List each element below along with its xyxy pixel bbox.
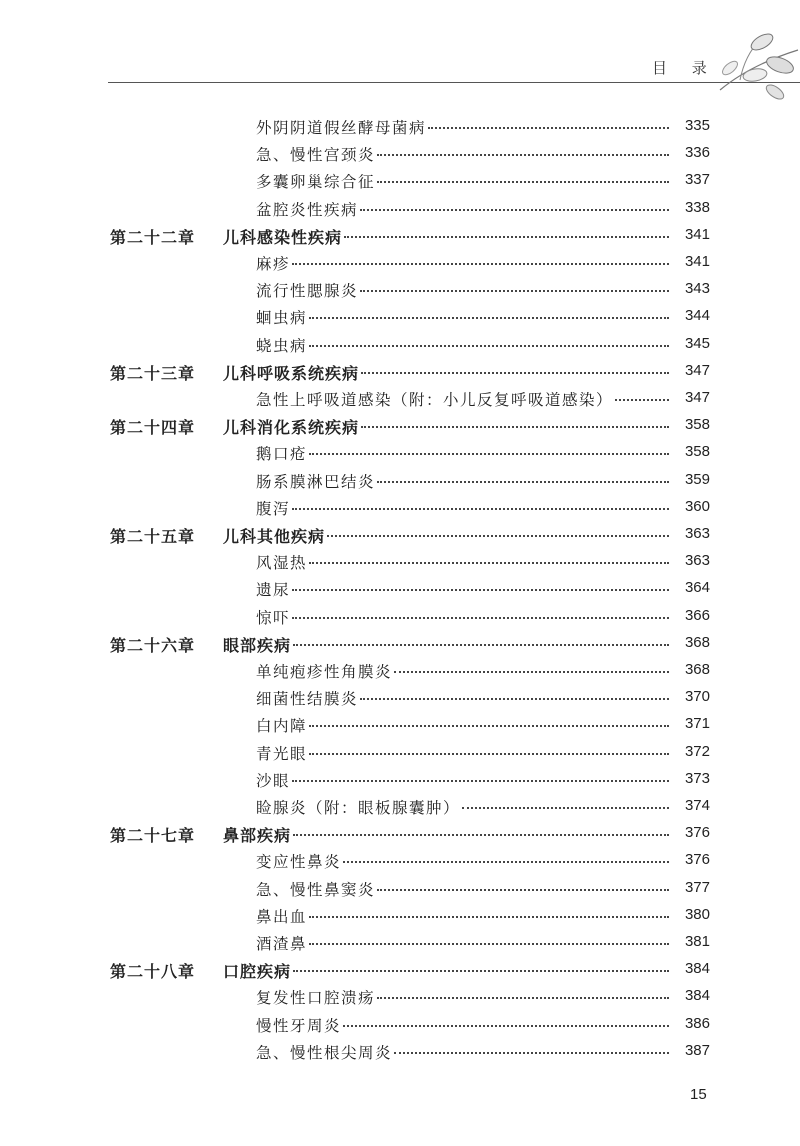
- toc-section-row[interactable]: [0, 198, 800, 225]
- toc-entry-title: 急性上呼吸道感染（附：小儿反复呼吸道感染）: [256, 391, 614, 409]
- toc-section-row[interactable]: [0, 905, 800, 932]
- chapter-number: 第二十二章: [110, 227, 196, 247]
- toc-section-row[interactable]: [0, 769, 800, 796]
- toc-page-number: 359: [684, 470, 710, 488]
- toc-entry-title: 青光眼: [256, 744, 308, 763]
- dot-leader: [292, 263, 669, 265]
- toc-entry-title: 鼻部疾病: [223, 826, 292, 846]
- toc-section-row[interactable]: [0, 606, 800, 633]
- toc-page-number: 366: [684, 606, 710, 624]
- toc-page-number: 360: [684, 497, 710, 515]
- toc-section-row[interactable]: [0, 116, 800, 143]
- toc-page-number: 377: [684, 878, 710, 896]
- toc-page-number: 336: [684, 144, 710, 162]
- dot-leader: [309, 943, 669, 945]
- toc-entry-title: 急、慢性宫颈炎: [256, 146, 376, 165]
- toc-entry-title: 沙眼: [256, 771, 291, 790]
- dot-leader: [462, 807, 669, 809]
- toc-entry-title: 鼻出血: [256, 907, 308, 926]
- dot-leader: [343, 861, 669, 863]
- toc-entry-title: 急、慢性根尖周炎: [256, 1043, 393, 1062]
- toc-page-number: 381: [684, 933, 710, 950]
- toc-entry-title: 细菌性结膜炎: [256, 690, 359, 709]
- toc-entry-title: 腹泻: [256, 499, 291, 518]
- dot-leader: [309, 753, 669, 755]
- toc-section-row[interactable]: [0, 388, 800, 415]
- dot-leader: [343, 1025, 669, 1027]
- toc-entry-title: 惊吓: [256, 608, 291, 627]
- toc-entry-title: 单纯疱疹性角膜炎: [256, 663, 393, 681]
- dot-leader: [309, 317, 669, 319]
- toc-section-row[interactable]: [0, 687, 800, 714]
- toc-section-row[interactable]: [0, 660, 800, 687]
- toc-page-number: 337: [684, 171, 710, 189]
- dot-leader: [361, 426, 669, 428]
- toc-entry-title: 睑腺炎（附：眼板腺囊肿）: [256, 799, 461, 817]
- dot-leader: [344, 236, 669, 238]
- toc-page-number: 374: [684, 797, 710, 814]
- toc-page-number: 363: [684, 552, 710, 570]
- toc-entry-title: 盆腔炎性疾病: [256, 200, 359, 219]
- toc-entry-title: 慢性牙周炎: [256, 1016, 342, 1035]
- toc-section-row[interactable]: [0, 497, 800, 524]
- toc-page-number: 368: [684, 661, 710, 678]
- toc-section-row[interactable]: [0, 143, 800, 170]
- page-number: 15: [690, 1086, 707, 1103]
- toc-chapter-row[interactable]: [0, 823, 800, 850]
- toc-section-row[interactable]: [0, 551, 800, 578]
- toc-page-number: 384: [684, 987, 710, 1005]
- toc-entry-title: 变应性鼻炎: [256, 853, 342, 872]
- toc-entry-title: 风湿热: [256, 554, 308, 573]
- toc-section-row[interactable]: [0, 279, 800, 306]
- toc-entry-title: 蛔虫病: [256, 309, 308, 328]
- toc-section-row[interactable]: [0, 470, 800, 497]
- toc-section-row[interactable]: [0, 306, 800, 333]
- dot-leader: [360, 698, 669, 700]
- header-rule: [108, 82, 800, 83]
- dot-leader: [309, 725, 669, 727]
- chapter-number: 第二十四章: [110, 418, 196, 438]
- toc-entry-title: 白内障: [256, 717, 308, 736]
- dot-leader: [327, 535, 669, 537]
- toc-entry-title: 儿科其他疾病: [223, 527, 326, 546]
- toc-page-number: 373: [684, 769, 710, 787]
- toc-section-row[interactable]: [0, 850, 800, 877]
- chapter-number: 第二十六章: [110, 635, 196, 655]
- toc-section-row[interactable]: [0, 1041, 800, 1068]
- toc-chapter-row[interactable]: [0, 633, 800, 660]
- toc-section-row[interactable]: [0, 578, 800, 605]
- dot-leader: [293, 834, 669, 836]
- dot-leader: [377, 997, 669, 999]
- toc-page-number: 343: [684, 280, 710, 298]
- toc-entry-title: 蛲虫病: [256, 336, 308, 355]
- dot-leader: [360, 209, 669, 211]
- toc-page-number: 386: [684, 1014, 710, 1032]
- dot-leader: [615, 399, 669, 401]
- toc-section-row[interactable]: [0, 170, 800, 197]
- toc-chapter-row[interactable]: [0, 415, 800, 442]
- dot-leader: [309, 916, 669, 918]
- dot-leader: [361, 372, 669, 374]
- toc-page-number: 372: [684, 742, 710, 760]
- dot-leader: [309, 345, 669, 347]
- toc-chapter-row[interactable]: [0, 524, 800, 551]
- toc-page-number: 363: [684, 525, 710, 542]
- toc-entry-title: 儿科消化系统疾病: [223, 418, 360, 438]
- toc-page-number: 347: [684, 389, 710, 406]
- toc-entry-title: 多囊卵巢综合征: [256, 173, 376, 192]
- toc-page-number: 344: [684, 307, 710, 325]
- toc-chapter-row[interactable]: [0, 361, 800, 388]
- chapter-number: 第二十五章: [110, 527, 196, 546]
- dot-leader: [377, 181, 669, 183]
- toc-section-row[interactable]: [0, 742, 800, 769]
- toc-section-row[interactable]: [0, 442, 800, 469]
- dot-leader: [292, 617, 669, 619]
- toc-page-number: 380: [684, 905, 710, 923]
- toc-section-row[interactable]: [0, 334, 800, 361]
- toc-section-row[interactable]: [0, 252, 800, 279]
- toc-entry-title: 复发性口腔溃疡: [256, 989, 376, 1008]
- toc-section-row[interactable]: [0, 878, 800, 905]
- toc-chapter-row[interactable]: [0, 959, 800, 986]
- dot-leader: [377, 154, 669, 156]
- dot-leader: [293, 970, 669, 972]
- toc-section-row[interactable]: [0, 796, 800, 823]
- toc-page-number: 345: [684, 334, 710, 352]
- toc-page-number: 341: [684, 225, 710, 243]
- toc-page-number: 368: [684, 633, 710, 651]
- toc-page-number: 364: [684, 579, 710, 597]
- toc-entry-title: 鹅口疮: [256, 445, 308, 464]
- toc-page-number: 341: [684, 253, 710, 270]
- chapter-number: 第二十七章: [110, 826, 196, 846]
- toc-entry-title: 遗尿: [256, 581, 291, 600]
- toc-section-row[interactable]: [0, 986, 800, 1013]
- toc-entry-title: 眼部疾病: [223, 635, 292, 655]
- toc-entry-title: 儿科呼吸系统疾病: [223, 363, 360, 383]
- toc-page-number: 376: [684, 851, 710, 869]
- toc-page-number: 347: [684, 361, 710, 379]
- toc-page-number: 370: [684, 688, 710, 706]
- chapter-number: 第二十八章: [110, 962, 196, 982]
- toc-entry-title: 急、慢性鼻窦炎: [256, 880, 376, 899]
- toc-section-row[interactable]: [0, 714, 800, 741]
- dot-leader: [377, 481, 669, 483]
- dot-leader: [293, 644, 669, 646]
- toc-entry-title: 流行性腮腺炎: [256, 282, 359, 301]
- dot-leader: [309, 453, 669, 455]
- chapter-number: 第二十三章: [110, 363, 196, 383]
- dot-leader: [292, 780, 669, 782]
- dot-leader: [309, 562, 669, 564]
- toc-entry-title: 口腔疾病: [223, 962, 292, 982]
- toc-section-row[interactable]: [0, 932, 800, 959]
- toc-entry-title: 酒渣鼻: [256, 935, 308, 953]
- dot-leader: [394, 671, 669, 673]
- toc-section-row[interactable]: [0, 1014, 800, 1041]
- toc-chapter-row[interactable]: [0, 225, 800, 252]
- running-header-title: 目 录: [652, 59, 717, 77]
- toc-page-number: 387: [684, 1041, 710, 1059]
- dot-leader: [292, 508, 669, 510]
- toc-page-number: 335: [684, 117, 710, 134]
- leaf-decoration-icon: [700, 30, 800, 105]
- toc-entry-title: 儿科感染性疾病: [223, 227, 343, 247]
- toc-entry-title: 外阴阴道假丝酵母菌病: [256, 119, 427, 137]
- dot-leader: [428, 127, 669, 129]
- toc-page-number: 376: [684, 824, 710, 842]
- toc-page-number: 358: [684, 416, 710, 434]
- dot-leader: [394, 1052, 669, 1054]
- toc-page-number: 358: [684, 443, 710, 461]
- toc-entry-title: 肠系膜淋巴结炎: [256, 472, 376, 491]
- dot-leader: [292, 589, 669, 591]
- dot-leader: [377, 889, 669, 891]
- dot-leader: [360, 290, 669, 292]
- toc-entry-title: 麻疹: [256, 255, 291, 273]
- toc-page-number: 384: [684, 960, 710, 978]
- toc-page-number: 371: [684, 715, 710, 733]
- toc-page-number: 338: [684, 198, 710, 216]
